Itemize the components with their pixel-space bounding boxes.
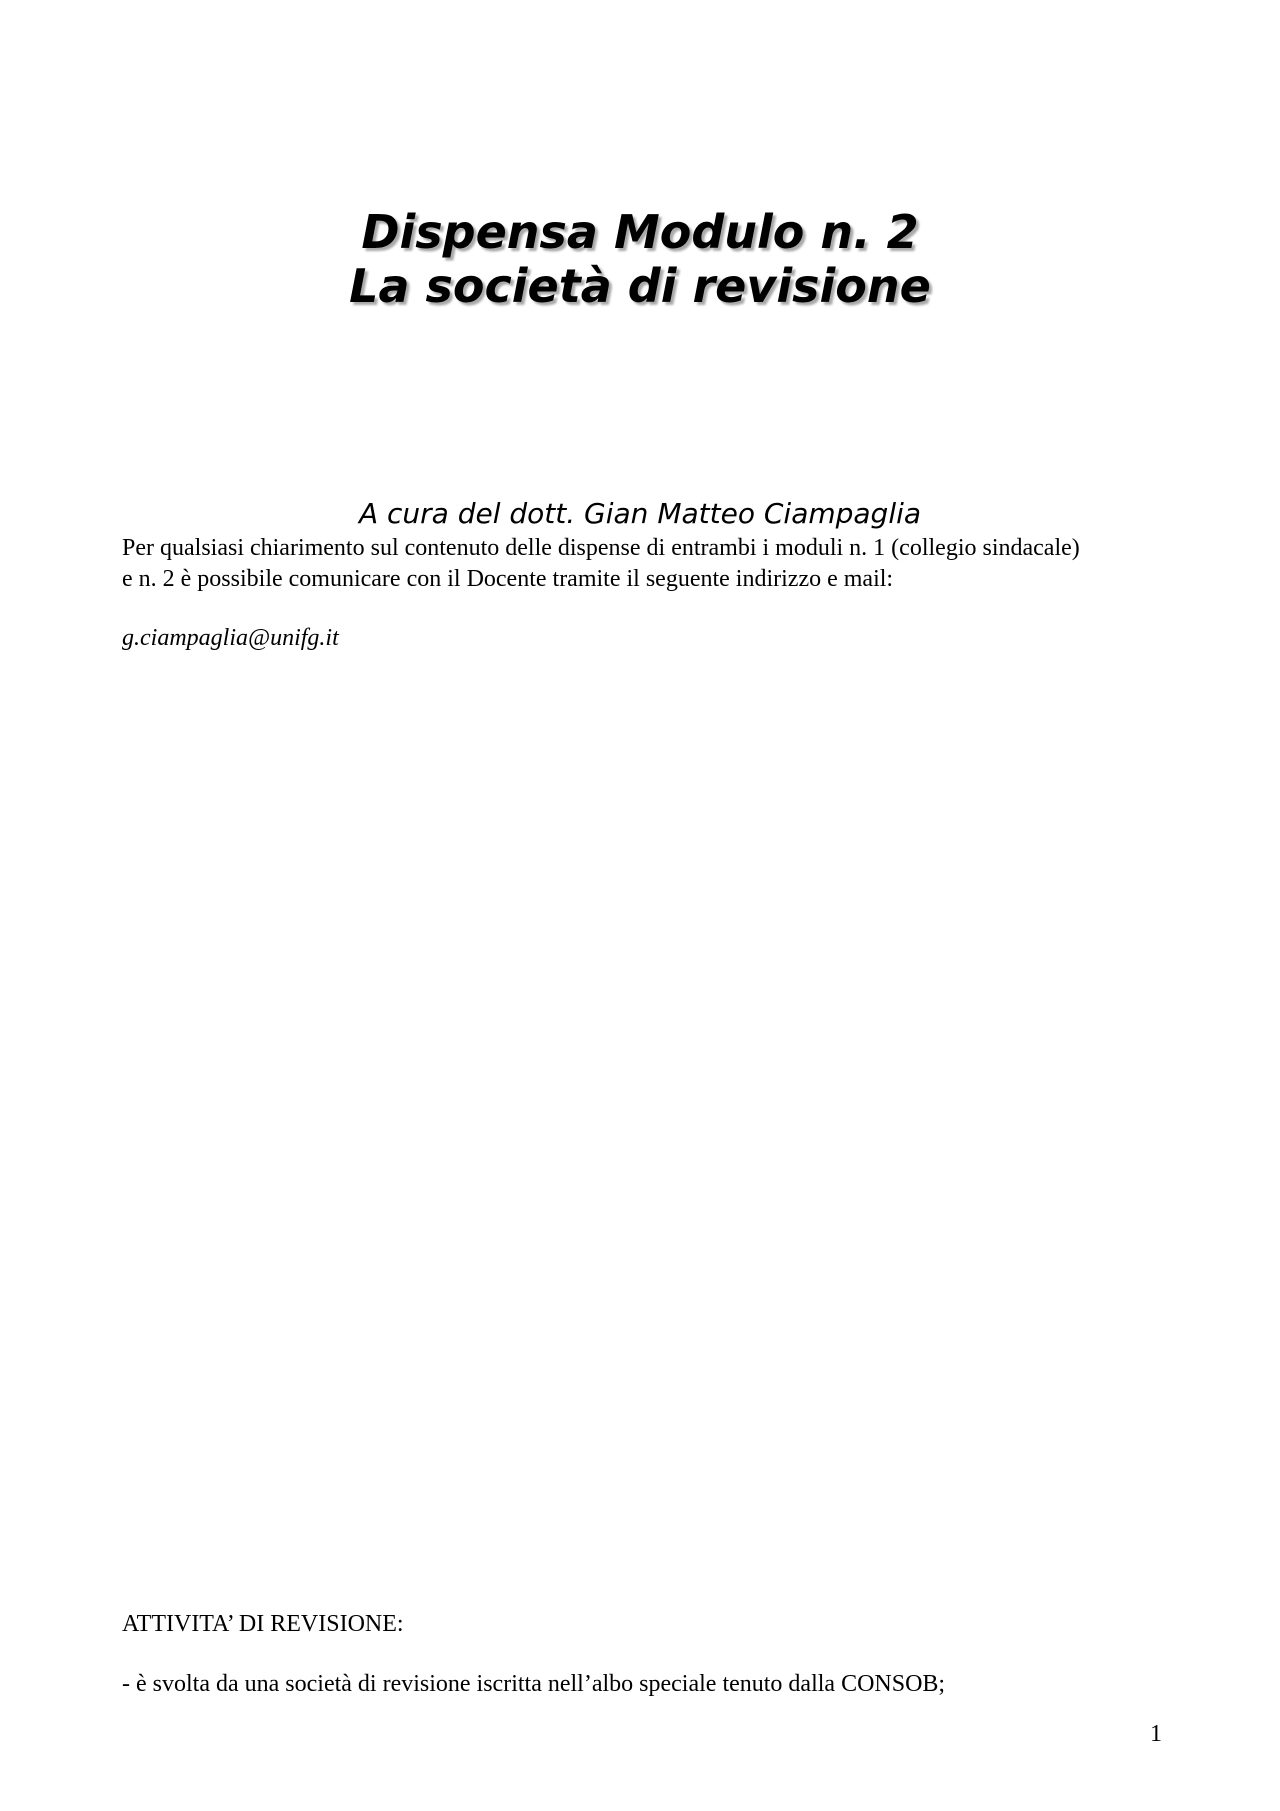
author-line: A cura del dott. Gian Matteo Ciampaglia: [358, 497, 922, 530]
title-line-2: La società di revisione: [349, 259, 931, 313]
intro-paragraph: [122, 533, 1162, 595]
title-line-1: Dispensa Modulo n. 2: [361, 205, 919, 259]
intro-line-1: Per qualsiasi chiarimento sul contenuto delle dispense di entrambi i moduli n. 1 (collegio sindacale): [122, 535, 1080, 561]
page-number: 1: [1150, 1721, 1162, 1747]
document-title: [0, 205, 1280, 313]
bullet-item: - è svolta da una società di revisione iscritta nell’albo speciale tenuto dalla CONSOB;: [122, 1671, 946, 1697]
section-heading: ATTIVITA’ DI REVISIONE:: [122, 1611, 404, 1637]
email-address: g.ciampaglia@unifg.it: [122, 625, 339, 651]
intro-line-2: e n. 2 è possibile comunicare con il Docente tramite il seguente indirizzo e mail:: [122, 566, 894, 592]
